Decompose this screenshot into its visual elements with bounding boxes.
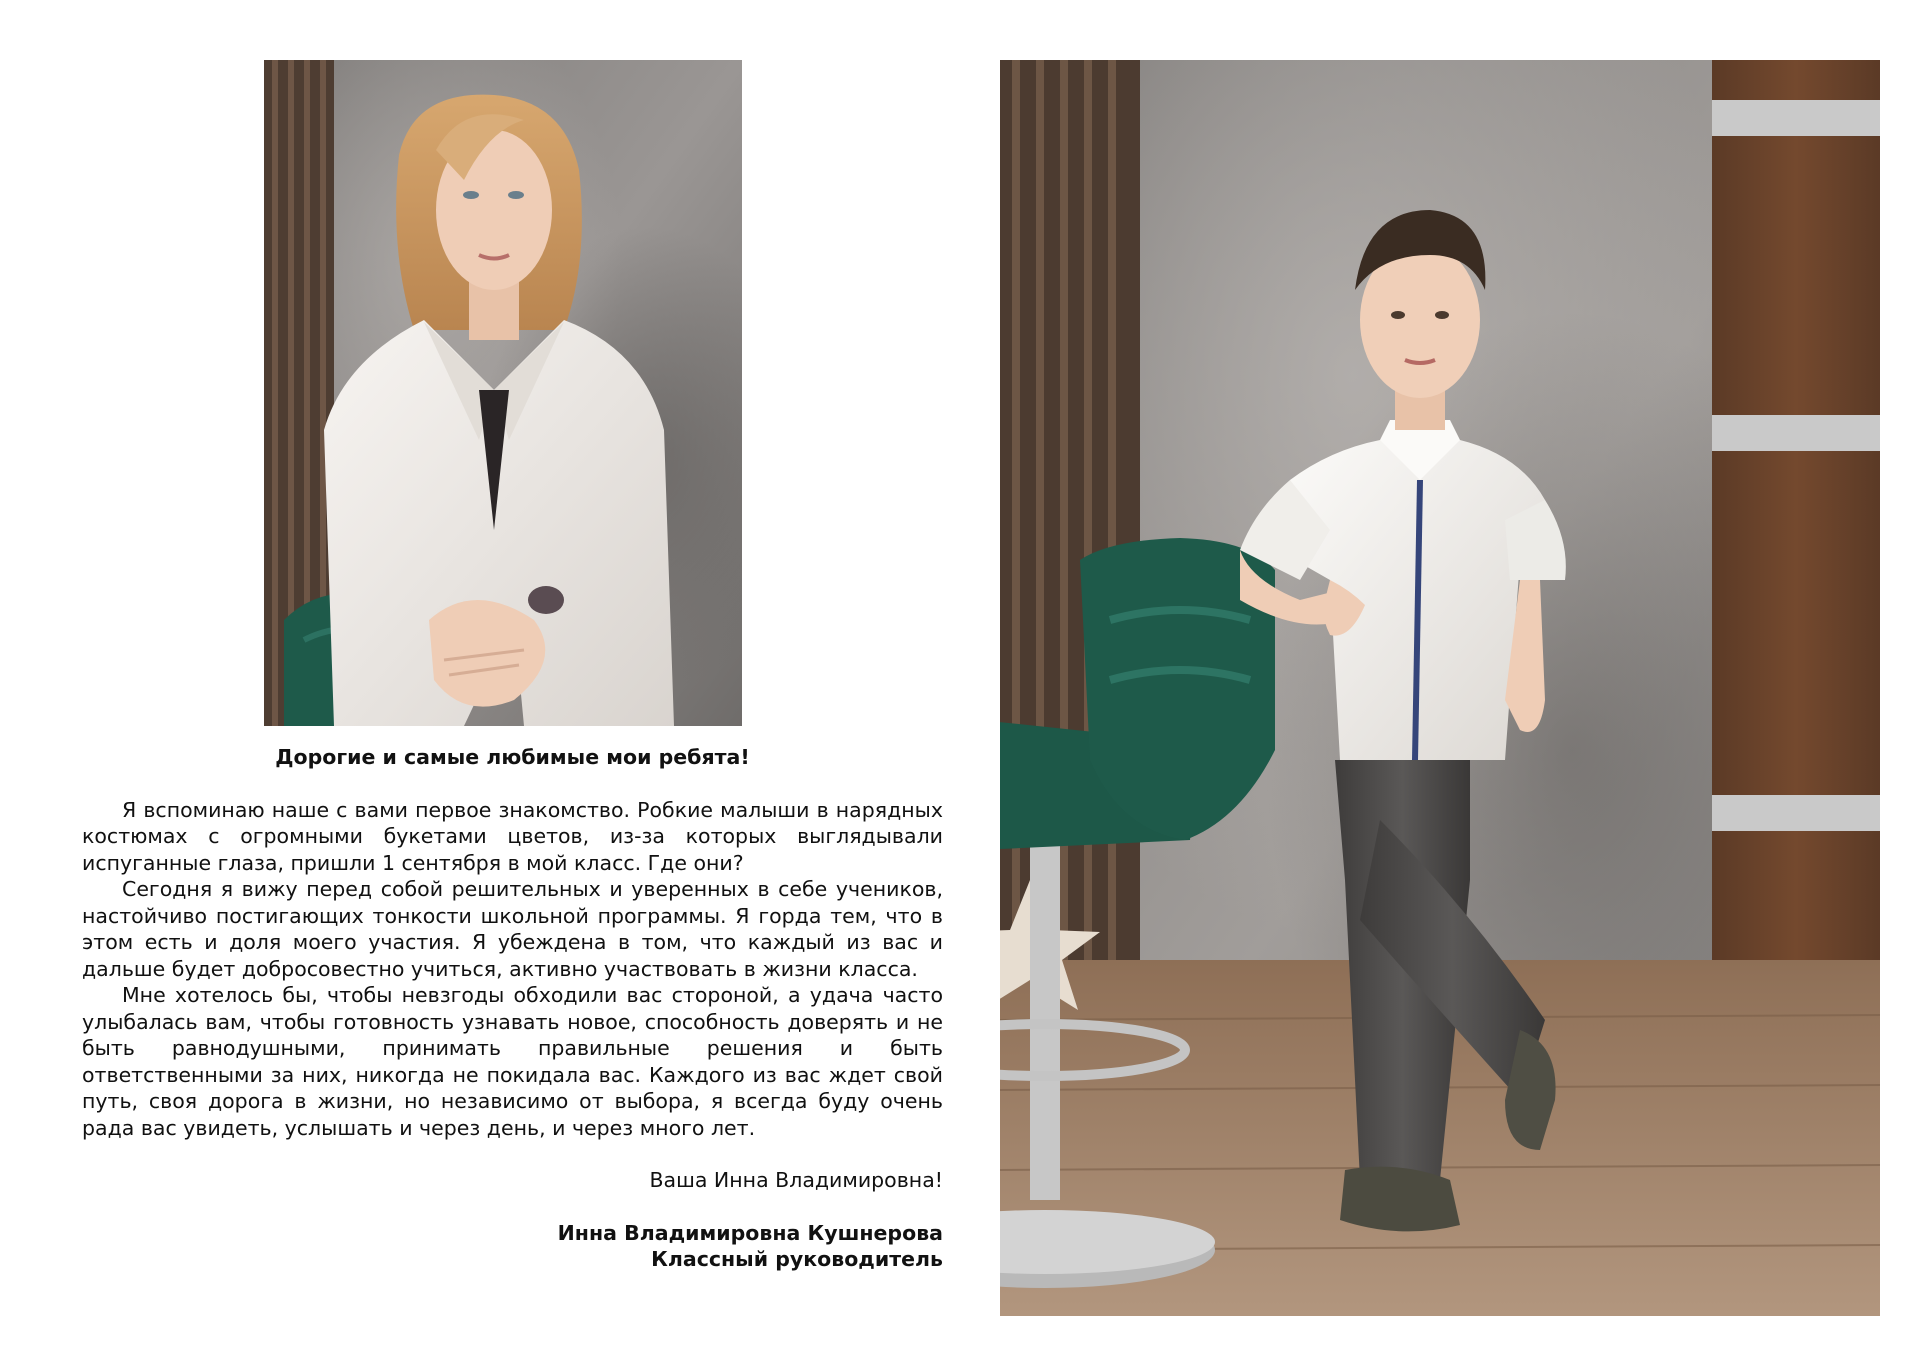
letter-paragraph: Мне хотелось бы, чтобы невзгоды обходили вас стороной, а удача часто улыбалась вам, чтобы готовность узнавать новое, способность доверять и не быть равнодушными, принимать правильные решения и быть ответственными за них, никогда не покидала вас. Каждого из вас ждет свой путь, своя дорога в жизни, но независимо от выбора, я всегда буду очень рада вас увидеть, услышать и через день, и через много лет. <box>82 983 943 1140</box>
signature-role: Классный руководитель <box>651 1247 943 1271</box>
letter-heading: Дорогие и самые любимые мои ребята! <box>275 745 750 769</box>
student-portrait-image <box>1000 60 1880 1316</box>
letter-paragraph: Сегодня я вижу перед собой решительных и уверенных в себе учеников, настойчиво постигающих тонкости школьной программы. Я горда тем, что в этом есть и доля моего участия. Я убеждена в том, что каждый из вас и дальше будет добросовестно учиться, активно участвовать в жизни класса. <box>82 877 943 981</box>
letter <box>82 744 943 1273</box>
student-photo <box>1000 60 1880 1316</box>
letter-paragraph: Я вспоминаю наше с вами первое знакомство. Робкие малыши в нарядных костюмах с огромными букетами цветов, из-за которых выглядывали испуганные глаза, пришли 1 сентября в мой класс. Где они? <box>82 797 943 875</box>
teacher-portrait-image <box>264 60 742 726</box>
teacher-photo <box>264 60 742 726</box>
signature-name: Инна Владимировна Кушнерова <box>557 1220 943 1245</box>
letter-greeting: Ваша Инна Владимировна! <box>649 1168 943 1192</box>
